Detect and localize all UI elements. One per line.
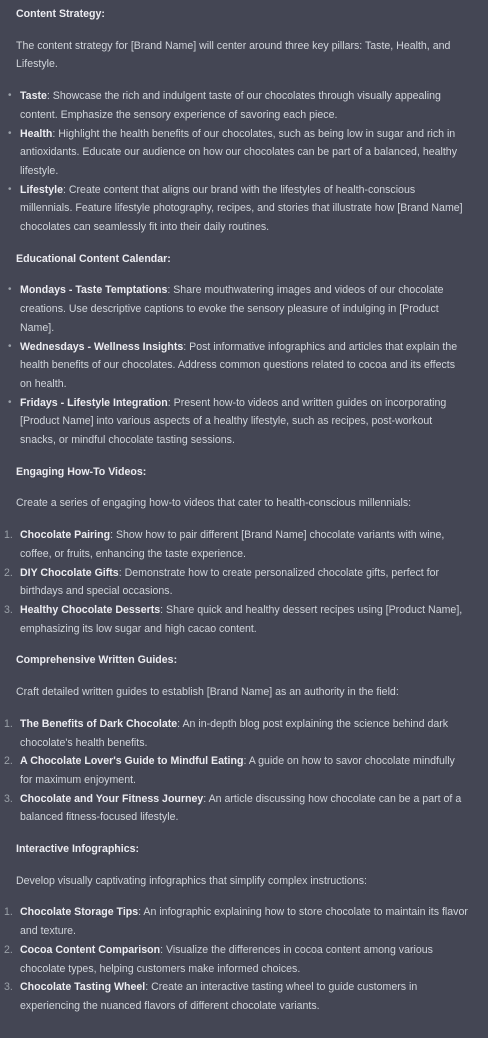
list-item bbox=[4, 601, 468, 638]
list-item bbox=[8, 338, 468, 394]
number-marker: 1. bbox=[4, 717, 13, 730]
section-intro: The content strategy for [Brand Name] will center around three key pillars: Taste, Health, and Lifestyle. bbox=[16, 39, 451, 71]
item-text: : Present how-to videos and written guides on incorporating [Product Name] into various aspects of a healthy lifestyle, such as recipes, post-workout snacks, or mindful chocolate tasting sessions. bbox=[20, 396, 447, 447]
item-term: Health bbox=[20, 127, 53, 140]
bullet-marker: • bbox=[8, 183, 12, 195]
item-text: : An in-depth blog post explaining the science behind dark chocolate's health benefits. bbox=[20, 717, 449, 749]
section-heading: Comprehensive Written Guides: bbox=[16, 654, 178, 667]
section-intro: Develop visually captivating infographics that simplify complex instructions: bbox=[16, 874, 367, 887]
item-term: Mondays - Taste Temptations bbox=[20, 284, 168, 297]
numbered-list bbox=[4, 715, 468, 827]
item-text: : Create content that aligns our brand with the lifestyles of health-conscious millennials. Feature lifestyle photography, recipes, and stories that illustrate how [Brand Name] chocolates can seamlessly fit into their daily routines. bbox=[20, 183, 463, 234]
bullet-marker: • bbox=[8, 396, 12, 408]
item-term: Fridays - Lifestyle Integration bbox=[20, 396, 168, 409]
section-heading: Content Strategy: bbox=[16, 8, 105, 20]
item-text: : Share mouthwatering images and videos of our chocolate creations. Use descriptive captions to evoke the sensory pleasure of indulging in [Product Name]. bbox=[20, 284, 444, 334]
bullet-list bbox=[8, 281, 468, 449]
section-intro: Create a series of engaging how-to videos that cater to health-conscious millennials: bbox=[16, 497, 412, 510]
list-item bbox=[4, 903, 468, 940]
number-marker: 2. bbox=[4, 566, 13, 579]
list-item bbox=[4, 564, 468, 601]
item-term: Healthy Chocolate Desserts bbox=[20, 603, 161, 616]
number-marker: 2. bbox=[4, 943, 13, 956]
number-marker: 3. bbox=[4, 603, 13, 616]
item-term: Chocolate Tasting Wheel bbox=[20, 981, 146, 994]
item-text: : Create an interactive tasting wheel to guide customers in experiencing the nuanced flavors of different chocolate variants. bbox=[20, 981, 418, 1012]
item-term: Chocolate Pairing bbox=[20, 529, 111, 542]
item-term: Lifestyle bbox=[20, 183, 63, 196]
bullet-list bbox=[8, 87, 468, 237]
item-term: Chocolate and Your Fitness Journey bbox=[20, 792, 204, 805]
item-text: : Show how to pair different [Brand Name] chocolate variants with wine, coffee, or fruits, enhancing the taste experience. bbox=[20, 529, 445, 560]
list-item bbox=[8, 181, 468, 237]
item-text: : Showcase the rich and indulgent taste of our chocolates through visually appealing content. Emphasize the sensory experience of savoring each piece. bbox=[20, 90, 441, 121]
section-intro: Craft detailed written guides to establish [Brand Name] as an authority in the field: bbox=[16, 686, 399, 699]
list-item bbox=[4, 978, 468, 1015]
item-term: A Chocolate Lover's Guide to Mindful Eating bbox=[20, 755, 244, 768]
item-term: Taste bbox=[20, 90, 47, 103]
number-marker: 2. bbox=[4, 755, 13, 768]
item-text: : A guide on how to savor chocolate mindfully for maximum enjoyment. bbox=[20, 755, 455, 786]
item-text: : Post informative infographics and articles that explain the health benefits of our chocolates. Address common questions related to cocoa and its effects on health. bbox=[20, 340, 458, 390]
list-item bbox=[4, 715, 468, 752]
item-text: : An article discussing how chocolate can be a part of a balanced fitness-focused lifestyle. bbox=[20, 792, 462, 824]
bullet-marker: • bbox=[8, 90, 12, 102]
list-item bbox=[4, 752, 468, 789]
number-marker: 3. bbox=[4, 981, 13, 994]
list-item bbox=[4, 526, 468, 563]
item-text: : Share quick and healthy dessert recipes using [Product Name], emphasizing its low sugar and high cacao content. bbox=[20, 603, 463, 635]
bullet-marker: • bbox=[8, 340, 12, 352]
section-heading: Engaging How-To Videos: bbox=[16, 465, 147, 478]
list-item bbox=[8, 87, 468, 124]
number-marker: 3. bbox=[4, 792, 13, 805]
item-text: : Demonstrate how to create personalized chocolate gifts, perfect for birthdays and special occasions. bbox=[20, 566, 440, 598]
list-item bbox=[4, 941, 468, 978]
item-text: : Visualize the differences in cocoa content among various chocolate types, helping customers make informed choices. bbox=[20, 943, 433, 975]
item-text: : An infographic explaining how to store chocolate to maintain its flavor and texture. bbox=[20, 906, 468, 938]
item-term: The Benefits of Dark Chocolate bbox=[20, 717, 178, 730]
list-item bbox=[8, 394, 468, 450]
item-term: Wednesdays - Wellness Insights bbox=[20, 340, 184, 353]
bullet-marker: • bbox=[8, 127, 12, 139]
item-term: Cocoa Content Comparison bbox=[20, 943, 161, 956]
list-item bbox=[8, 281, 468, 337]
section-heading: Interactive Infographics: bbox=[16, 843, 140, 856]
numbered-list bbox=[4, 526, 468, 638]
list-item bbox=[8, 125, 468, 181]
number-marker: 1. bbox=[4, 529, 13, 542]
number-marker: 1. bbox=[4, 906, 13, 919]
item-term: Chocolate Storage Tips bbox=[20, 906, 139, 919]
item-text: : Highlight the health benefits of our chocolates, such as being low in sugar and rich in antioxidants. Educate our audience on how our chocolates can be part of a balanced, healthy lifestyle. bbox=[20, 127, 457, 177]
section-heading: Educational Content Calendar: bbox=[16, 252, 171, 265]
item-term: DIY Chocolate Gifts bbox=[20, 566, 119, 579]
numbered-list bbox=[4, 903, 468, 1015]
bullet-marker: • bbox=[8, 284, 12, 296]
list-item bbox=[4, 790, 468, 827]
